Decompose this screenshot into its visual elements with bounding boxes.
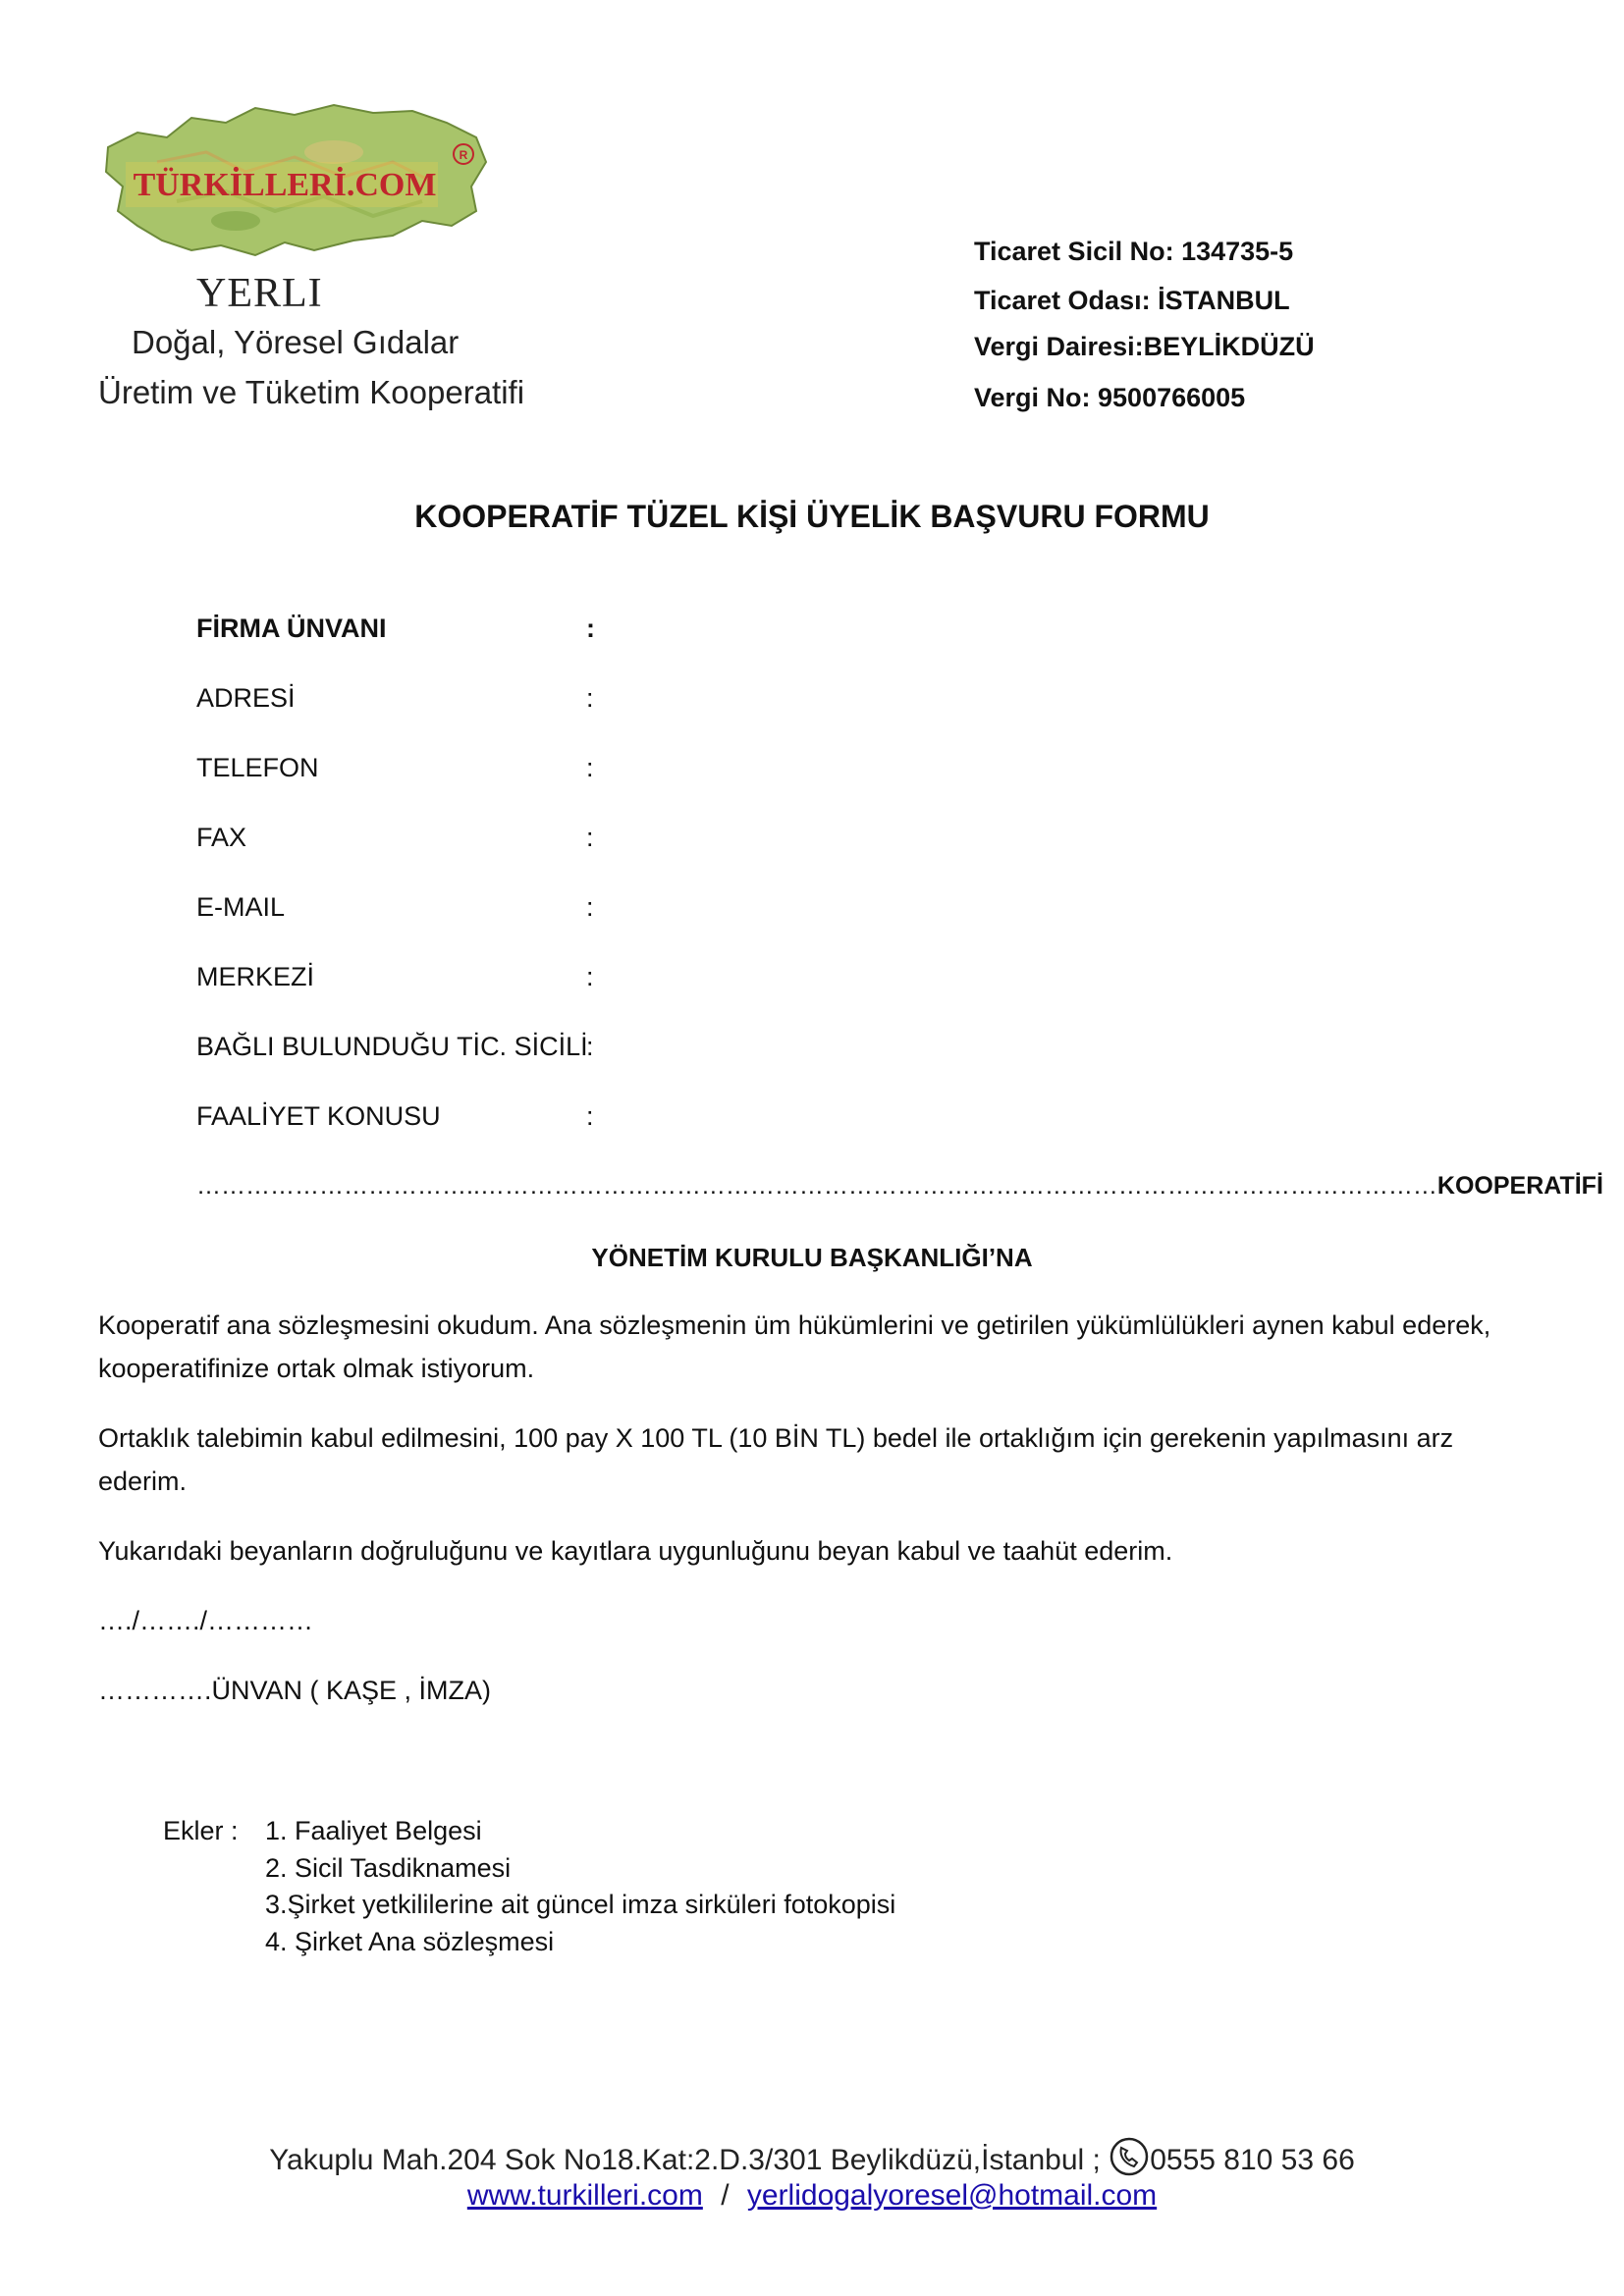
field-colon: : [586, 1101, 594, 1131]
footer-address-line [0, 2136, 1624, 2177]
paragraph: Yukarıdaki beyanların doğruluğunu ve kayıtlara uygunluğunu beyan kabul ve taahüt ederim. [98, 1536, 1173, 1566]
kooperatif-word: KOOPERATİFİ [1436, 1172, 1603, 1200]
registry-line: Vergi No: 9500766005 [974, 383, 1246, 412]
footer-phone: 0555 810 53 66 [1150, 2144, 1355, 2176]
tagline-line2: Üretim ve Tüketim Kooperatifi [98, 374, 525, 410]
form-title: KOOPERATİF TÜZEL KİŞİ ÜYELİK BAŞVURU FORMU [414, 499, 1210, 534]
field-label-faaliyet-konusu: FAALİYET KONUSU [196, 1101, 441, 1131]
field-colon: : [586, 614, 595, 643]
field-label-tic-sicili: BAĞLI BULUNDUĞU TİC. SİCİLİ [196, 1032, 588, 1061]
field-label-email: E-MAIL [196, 892, 286, 922]
phone-icon [1109, 2136, 1150, 2177]
field-colon: : [586, 962, 594, 991]
paragraph: Ortaklık talebimin kabul edilmesini, 100 pay X 100 TL (10 BİN TL) bedel ile ortaklığım için gerekenin yapılmasını arz ederim. [98, 1423, 1454, 1496]
kooperatif-name-line [196, 1172, 1603, 1201]
dots-placeholder: ……………………………..……………………………………………………………………………………………………… [196, 1172, 1437, 1200]
field-label-fax: FAX [196, 823, 247, 852]
field-colon: : [586, 823, 594, 852]
field-label-merkezi: MERKEZİ [196, 962, 315, 991]
field-colon: : [586, 1032, 594, 1061]
turkey-map-logo [98, 93, 491, 270]
attachment-item: 2. Sicil Tasdiknamesi [265, 1853, 512, 1883]
signature-line: ………….ÜNVAN ( KAŞE , İMZA) [98, 1676, 492, 1705]
attachment-item: 4. Şirket Ana sözleşmesi [265, 1927, 555, 1956]
date-line: …./……./………… [98, 1606, 314, 1635]
field-label-telefon: TELEFON [196, 753, 319, 782]
registry-line: Ticaret Odası: İSTANBUL [974, 286, 1290, 315]
brand-name: YERLI [196, 271, 323, 316]
attachments-label: Ekler : [163, 1816, 239, 1845]
field-colon: : [586, 683, 594, 713]
website-link[interactable]: www.turkilleri.com [466, 2179, 703, 2212]
registry-line: Vergi Dairesi:BEYLİKDÜZÜ [974, 332, 1315, 361]
attachment-item: 3.Şirket yetkililerine ait güncel imza sirküleri fotokopisi [265, 1890, 896, 1919]
svg-text:TÜRKİLLERİ.COM: TÜRKİLLERİ.COM [133, 167, 437, 203]
attachment-item: 1. Faaliyet Belgesi [265, 1816, 482, 1845]
footer-links-line [0, 2179, 1624, 2213]
company-logo [98, 93, 491, 270]
field-label-firma-unvani: FİRMA ÜNVANI [196, 614, 387, 643]
field-colon: : [586, 753, 594, 782]
field-label-adresi: ADRESİ [196, 683, 296, 713]
tagline-line1: Doğal, Yöresel Gıdalar [132, 324, 460, 360]
footer-address: Yakuplu Mah.204 Sok No18.Kat:2.D.3/301 Beylikdüzü,İstanbul ; [269, 2144, 1101, 2176]
paragraph: Kooperatif ana sözleşmesini okudum. Ana sözleşmenin üm hükümlerini ve getirilen yükümlülükleri aynen kabul ederek, kooperatifinize ortak olmak istiyorum. [98, 1310, 1491, 1383]
link-separator: / [721, 2179, 730, 2212]
addressee-heading: YÖNETİM KURULU BAŞKANLIĞI’NA [591, 1243, 1033, 1272]
registry-line: Ticaret Sicil No: 134735-5 [974, 237, 1294, 266]
field-colon: : [586, 892, 594, 922]
svg-text:R: R [459, 148, 468, 162]
email-link[interactable]: yerlidogalyoresel@hotmail.com [746, 2179, 1158, 2212]
